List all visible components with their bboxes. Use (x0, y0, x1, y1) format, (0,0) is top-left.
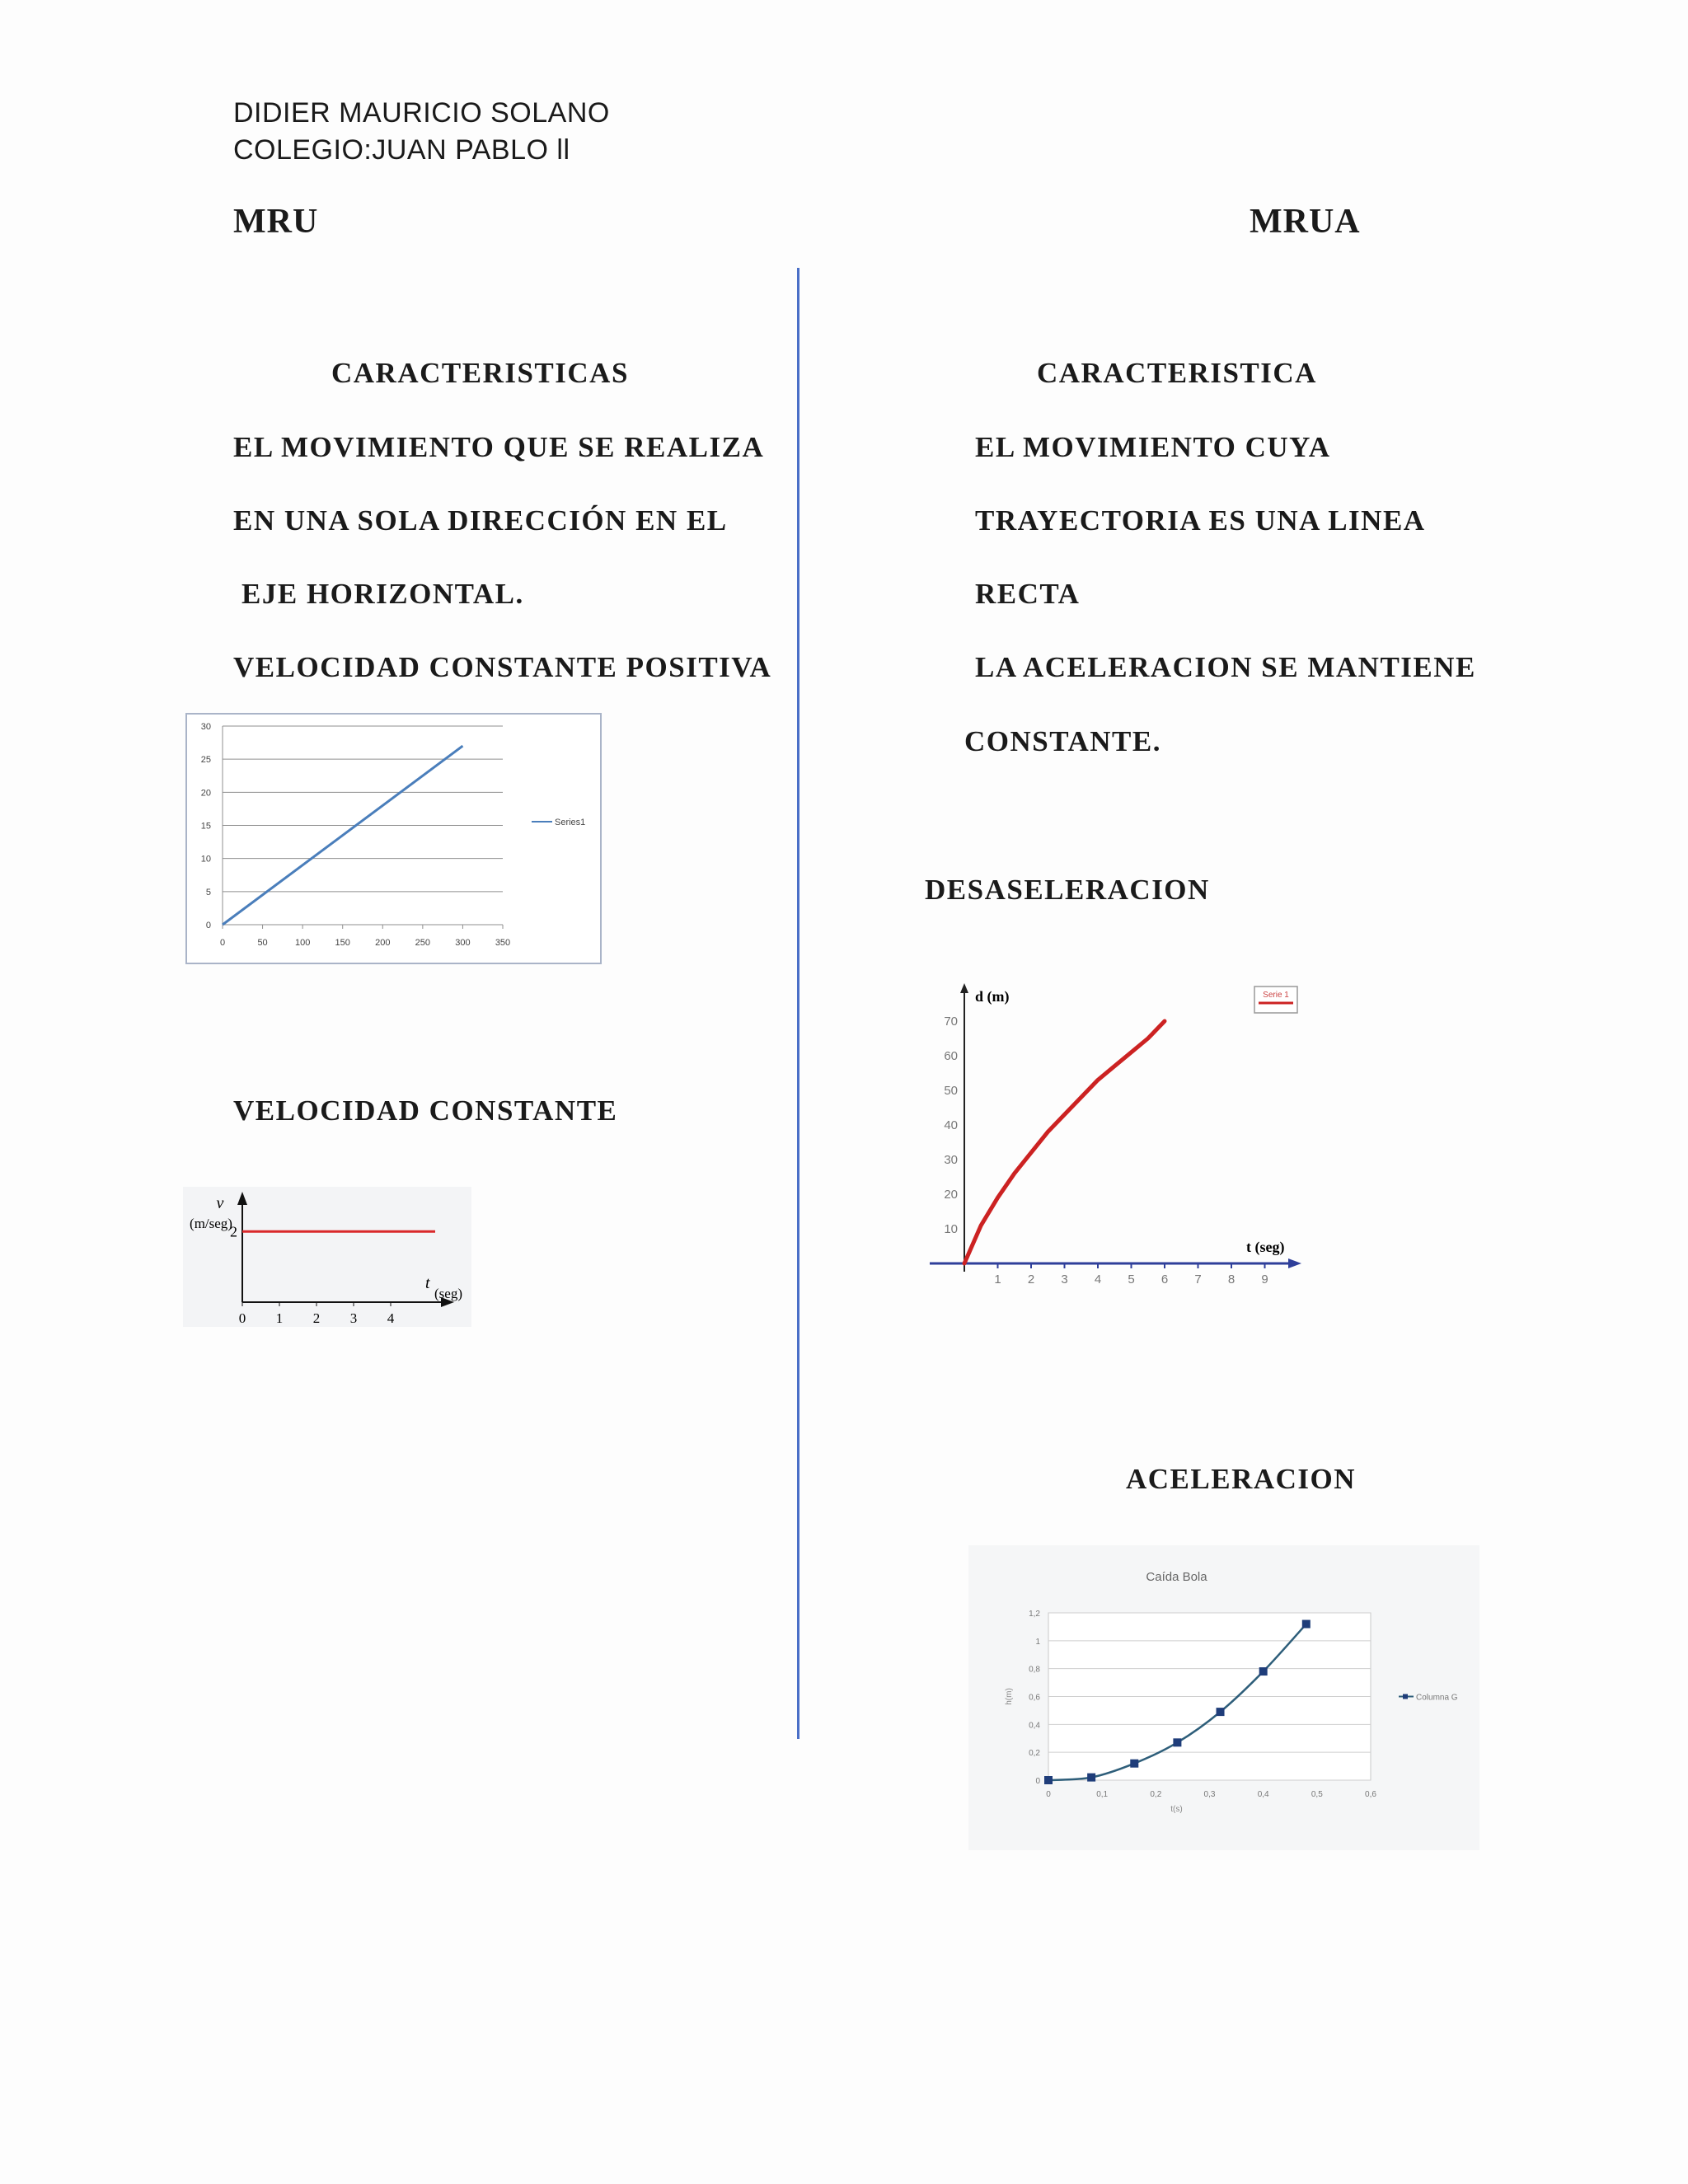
x-tick-label: 0 (1046, 1790, 1051, 1799)
y-tick-label: 25 (200, 755, 211, 766)
chart-aceleracion (968, 1545, 1479, 1850)
y-tick-label: 0,2 (1029, 1749, 1040, 1759)
legend-label: Series1 (555, 818, 586, 827)
column-divider (797, 268, 799, 1739)
x-tick-label: 4 (1094, 1272, 1102, 1286)
left-line-3: EJE HORIZONTAL. (241, 578, 524, 610)
data-point (1259, 1667, 1268, 1675)
x-tick-label: 0,4 (1257, 1790, 1269, 1799)
x-tick-label: 9 (1261, 1272, 1268, 1286)
y-axis-label: h(m) (1005, 1688, 1014, 1705)
x-tick-label: 5 (1128, 1272, 1135, 1286)
y-tick-label: 70 (944, 1015, 958, 1029)
left-subtitle: CARACTERISTICAS (331, 357, 629, 389)
left-line-1: EL MOVIMIENTO QUE SE REALIZA (233, 431, 765, 463)
x-tick-label: 2 (1027, 1272, 1035, 1286)
x-tick-label: 8 (1227, 1272, 1236, 1286)
y-tick-label: 50 (944, 1084, 958, 1098)
chart-mru-position (185, 713, 602, 964)
right-line-3: RECTA (975, 578, 1081, 610)
x-tick-label: 200 (375, 938, 391, 948)
x-tick-label: 0 (219, 938, 226, 948)
right-subtitle: CARACTERISTICA (1037, 357, 1317, 389)
y-tick-label: 1 (1035, 1637, 1040, 1647)
chart-frame (186, 714, 601, 963)
chart-title: Caída Bola (1146, 1570, 1207, 1584)
left-section-velocidad: VELOCIDAD CONSTANTE (233, 1094, 618, 1127)
x-tick-label: 0,1 (1096, 1790, 1109, 1799)
data-point (1173, 1738, 1181, 1746)
series-line (964, 1021, 1165, 1263)
x-tick-label: 4 (387, 1310, 395, 1326)
y-tick-label: 20 (200, 788, 211, 799)
y-tick-label: 0 (205, 921, 211, 930)
y-tick-label: 2 (230, 1223, 237, 1240)
x-tick-label: 6 (1160, 1272, 1169, 1286)
x-tick-label: 1 (275, 1310, 284, 1326)
y-axis-arrow (960, 983, 968, 993)
data-point (1087, 1774, 1095, 1782)
chart-velocity-constant (183, 1187, 471, 1327)
x-tick-label: 0,5 (1311, 1790, 1323, 1799)
right-line-5: CONSTANTE. (964, 725, 1161, 757)
x-tick-label: 0,2 (1150, 1790, 1162, 1799)
school-name: COLEGIO:JUAN PABLO ll (233, 134, 570, 166)
y-tick-label: 15 (200, 821, 211, 832)
y-tick-label: 0,4 (1029, 1721, 1040, 1731)
left-title: MRU (233, 203, 319, 241)
y-tick-label: 10 (944, 1222, 958, 1236)
y-tick-label: 1,2 (1029, 1610, 1040, 1619)
x-tick-label: 50 (257, 938, 268, 948)
y-axis-label: v (216, 1194, 224, 1212)
chart-background (183, 1187, 471, 1327)
x-tick-label: 0,3 (1203, 1790, 1216, 1799)
legend-label: Columna G (1416, 1693, 1458, 1703)
left-line-2: EN UNA SOLA DIRECCIÓN EN EL (233, 504, 728, 537)
x-tick-label: 350 (495, 938, 511, 948)
data-point (1044, 1776, 1053, 1784)
y-axis-unit: (m/seg) (190, 1216, 232, 1231)
y-tick-label: 20 (944, 1188, 958, 1202)
x-axis-arrow (1288, 1258, 1301, 1268)
left-line-4: VELOCIDAD CONSTANTE POSITIVA (233, 651, 772, 683)
x-tick-label: 2 (312, 1310, 321, 1326)
x-tick-label: 300 (455, 938, 471, 948)
x-tick-label: 3 (1061, 1272, 1068, 1286)
x-tick-label: 7 (1194, 1272, 1202, 1286)
y-tick-label: 5 (205, 887, 211, 898)
x-tick-label: 3 (349, 1310, 358, 1326)
x-tick-label: 0 (238, 1310, 246, 1326)
x-tick-label: 100 (294, 938, 311, 948)
y-tick-label: 40 (944, 1118, 958, 1132)
right-line-2: TRAYECTORIA ES UNA LINEA (975, 504, 1426, 537)
x-axis-label: t (425, 1274, 430, 1292)
x-tick-label: 150 (335, 938, 350, 948)
legend-label: Serie 1 (1263, 991, 1289, 1000)
x-axis-label: t (seg) (1246, 1239, 1285, 1255)
x-tick-label: 0,6 (1365, 1790, 1376, 1799)
y-tick-label: 30 (944, 1153, 958, 1167)
y-tick-label: 0,8 (1029, 1665, 1040, 1675)
right-section-desaceleracion: DESASELERACION (925, 874, 1210, 906)
data-point (1217, 1708, 1225, 1716)
y-tick-label: 0,6 (1029, 1693, 1040, 1703)
author-name: DIDIER MAURICIO SOLANO (233, 97, 610, 129)
right-line-1: EL MOVIMIENTO CUYA (975, 431, 1331, 463)
y-tick-label: 30 (200, 722, 211, 732)
legend-marker (1403, 1694, 1408, 1699)
chart-desaceleracion (923, 977, 1311, 1290)
y-tick-label: 60 (944, 1049, 958, 1063)
x-tick-label: 1 (994, 1272, 1001, 1286)
x-axis-label: t(s) (1170, 1805, 1183, 1814)
right-title: MRUA (1250, 203, 1361, 241)
y-tick-label: 0 (1035, 1777, 1040, 1786)
x-axis-unit: (seg) (434, 1286, 462, 1301)
y-axis-label: d (m) (975, 988, 1010, 1005)
y-tick-label: 10 (200, 854, 211, 865)
data-point (1130, 1760, 1138, 1768)
x-tick-label: 250 (415, 938, 431, 948)
right-section-aceleracion: ACELERACION (1126, 1463, 1357, 1495)
right-line-4: LA ACELERACION SE MANTIENE (975, 651, 1476, 683)
data-point (1302, 1620, 1311, 1629)
